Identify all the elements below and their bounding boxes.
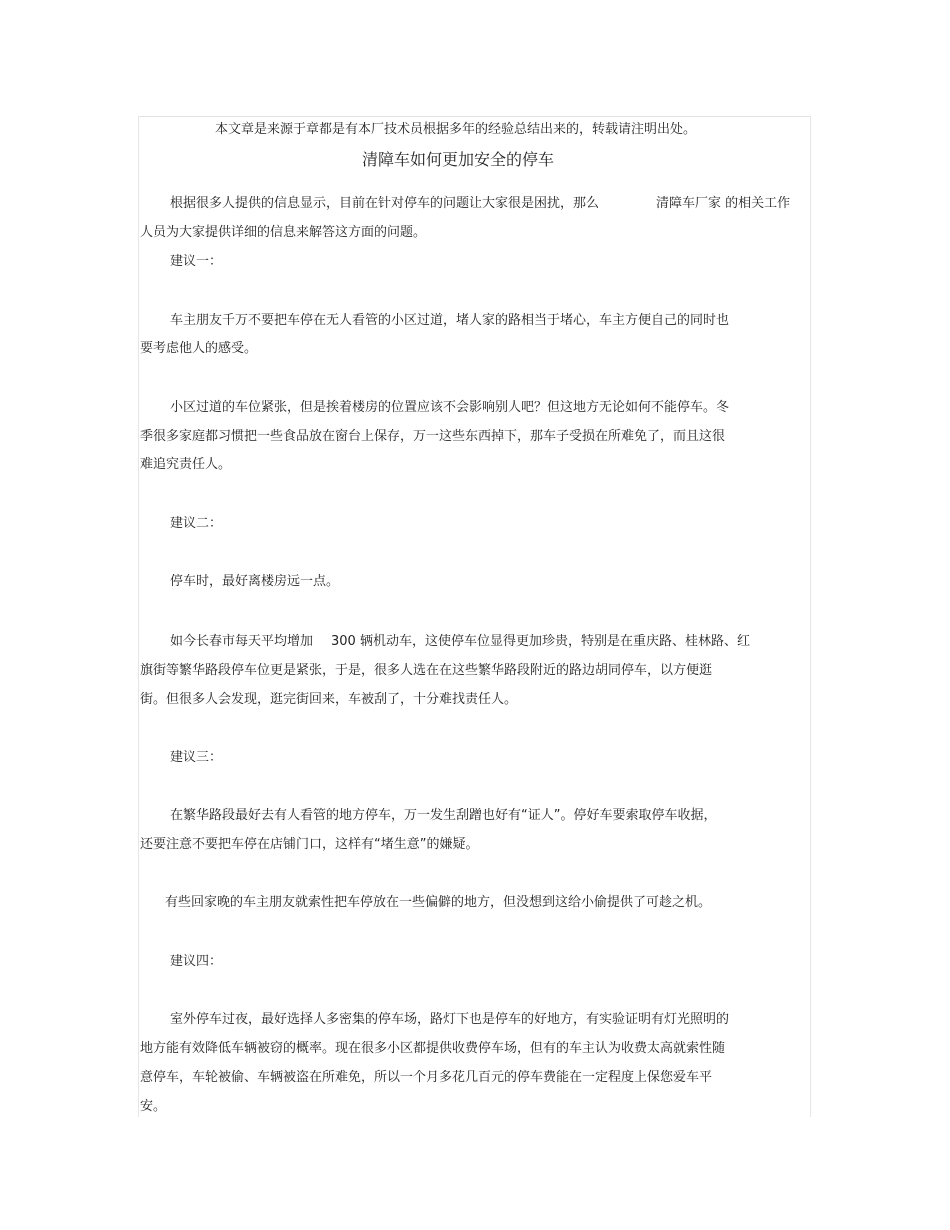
paragraph-line: 意停车，车轮被偷、车辆被盗在所难免，所以一个月多花几百元的停车费能在一定程度上保您爱车平 xyxy=(140,1070,713,1085)
paragraph-line: 街。但很多人会发现，逛完街回来，车被刮了，十分难找责任人。 xyxy=(140,692,518,707)
paragraph-line: 还要注意不要把车停在店铺门口，这样有“堵生意”的嫌疑。 xyxy=(140,837,479,852)
page-frame xyxy=(138,116,811,1117)
paragraph-line: 室外停车过夜，最好选择人多密集的停车场，路灯下也是停车的好地方，有实验证明有灯光照明的 xyxy=(170,1012,730,1027)
paragraph-line: 如今长春市每天平均增加 xyxy=(170,634,314,649)
paragraph-line: 在繁华路段最好去有人看管的地方停车，万一发生刮蹭也好有“证人”。停好车要索取停车收据， xyxy=(170,808,717,823)
paragraph-line: 有些回家晚的车主朋友就索性把车停放在一些偏僻的地方，但没想到这给小偷提供了可趁之机。 xyxy=(165,895,712,910)
source-note: 本文章是来源于章都是有本厂技术员根据多年的经验总结出来的，转载请注明出处。 xyxy=(215,122,697,137)
paragraph-line: 车主朋友千万不要把车停在无人看管的小区过道，堵人家的路相当于堵心，车主方便自己的同时也 xyxy=(170,313,730,328)
section-heading: 建议二： xyxy=(170,516,223,531)
paragraph-line: 难追究责任人。 xyxy=(140,457,232,472)
intro-line-2: 人员为大家提供详细的信息来解答这方面的问题。 xyxy=(140,225,427,240)
section-heading: 建议三： xyxy=(170,750,223,765)
paragraph-line: 300 辆机动车，这使停车位显得更加珍贵，特别是在重庆路、桂林路、红 xyxy=(331,634,750,649)
paragraph-line: 停车时，最好离楼房远一点。 xyxy=(170,574,340,589)
page-title: 清障车如何更加安全的停车 xyxy=(362,150,555,169)
section-heading: 建议四： xyxy=(170,954,223,969)
paragraph-line: 小区过道的车位紧张，但是挨着楼房的位置应该不会影响别人吧？但这地方无论如何不能停车。冬 xyxy=(170,400,730,415)
paragraph-line: 地方能有效降低车辆被窃的概率。现在很多小区都提供收费停车场，但有的车主认为收费太高就索性随 xyxy=(140,1041,726,1056)
section-heading: 建议一： xyxy=(170,254,223,269)
paragraph-line: 要考虑他人的感受。 xyxy=(140,341,258,356)
intro-line-1b: 清障车厂家 的相关工作 xyxy=(656,196,791,211)
paragraph-line: 旗街等繁华路段停车位更是紧张，于是，很多人选在在这些繁华路段附近的路边胡同停车，以方便逛 xyxy=(140,663,713,678)
intro-line-1a: 根据很多人提供的信息显示，目前在针对停车的问题让大家很是困扰，那么 xyxy=(170,196,600,211)
paragraph-line: 安。 xyxy=(140,1099,167,1114)
paragraph-line: 季很多家庭都习惯把一些食品放在窗台上保存，万一这些东西掉下，那车子受损在所难免了，而且这很 xyxy=(140,429,726,444)
